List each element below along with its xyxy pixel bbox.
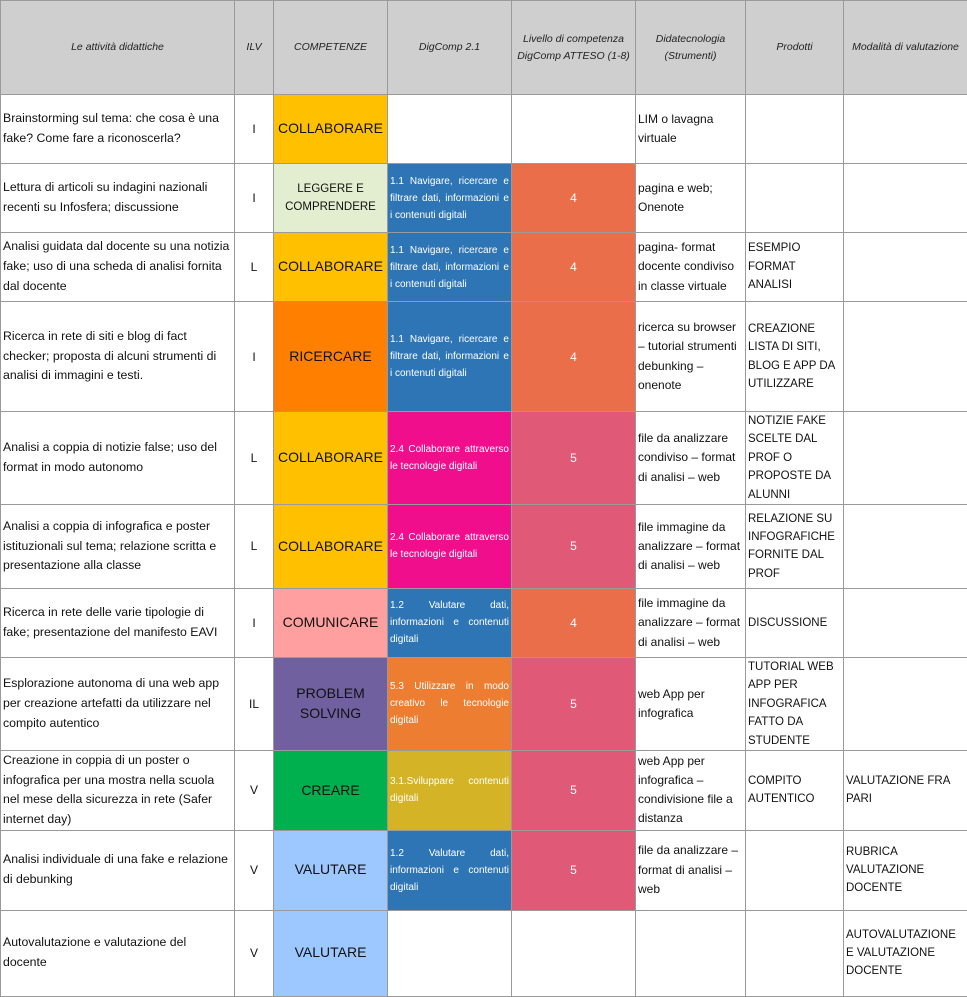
level-cell: 4 [512,302,636,412]
ilv-cell: L [235,233,274,302]
level-cell: 4 [512,588,636,657]
ilv-cell: V [235,830,274,910]
tools-cell: file da analizzare – format di analisi – web [636,830,746,910]
tools-cell: file immagine da analizzare – format di analisi – web [636,504,746,588]
digcomp-cell: 1.1 Navigare, ricercare e filtrare dati, informazioni e i contenuti digitali [388,233,512,302]
competence-cell: CREARE [274,750,388,830]
table-row [1,657,967,750]
evaluation-cell: VALUTAZIONE FRA PARI [844,750,967,830]
activity-cell: Esplorazione autonoma di una web app per creazione artefatti da utilizzare nel compito autentico [1,657,235,750]
table-row [1,588,967,657]
evaluation-cell [844,657,967,750]
table-row [1,504,967,588]
activity-cell: Autovalutazione e valutazione del docente [1,910,235,996]
table-row [1,302,967,412]
evaluation-cell [844,412,967,505]
tools-cell: pagina e web; Onenote [636,164,746,233]
products-cell: DISCUSSIONE [746,588,844,657]
digcomp-cell [388,95,512,164]
evaluation-cell [844,95,967,164]
evaluation-cell [844,302,967,412]
tools-cell: pagina- format docente condiviso in classe virtuale [636,233,746,302]
header-ilv: ILV [235,1,274,95]
products-cell [746,910,844,996]
competence-cell: LEGGERE E COMPRENDERE [274,164,388,233]
table-row [1,830,967,910]
products-cell [746,830,844,910]
ilv-cell: L [235,412,274,505]
digcomp-cell: 1.1 Navigare, ricercare e filtrare dati, informazioni e i contenuti digitali [388,164,512,233]
level-cell: 5 [512,412,636,505]
competence-cell: VALUTARE [274,830,388,910]
table-row [1,164,967,233]
tools-cell: web App per infografica – condivisione file a distanza [636,750,746,830]
table-row [1,412,967,505]
digcomp-cell: 2.4 Collaborare attraverso le tecnologie digitali [388,504,512,588]
table-row [1,233,967,302]
competence-cell: COLLABORARE [274,95,388,164]
header-activities: Le attività didattiche [1,1,235,95]
evaluation-cell [844,504,967,588]
products-cell: ESEMPIO FORMAT ANALISI [746,233,844,302]
competence-cell: COMUNICARE [274,588,388,657]
header-competences: COMPETENZE [274,1,388,95]
digcomp-cell: 5.3 Utilizzare in modo creativo le tecnologie digitali [388,657,512,750]
level-cell [512,910,636,996]
products-cell: CREAZIONE LISTA DI SITI, BLOG E APP DA UTILIZZARE [746,302,844,412]
evaluation-cell: AUTOVALUTAZIONE E VALUTAZIONE DOCENTE [844,910,967,996]
activity-cell: Ricerca in rete di siti e blog di fact checker; proposta di alcuni strumenti di analisi di immagini e testi. [1,302,235,412]
table-row [1,750,967,830]
ilv-cell: V [235,910,274,996]
activity-cell: Lettura di articoli su indagini nazionali recenti su Infosfera; discussione [1,164,235,233]
products-cell [746,164,844,233]
activity-cell: Analisi guidata dal docente su una notizia fake; uso di una scheda di analisi fornita dal docente [1,233,235,302]
level-cell: 4 [512,233,636,302]
digcomp-cell: 1.2 Valutare dati, informazioni e contenuti digitali [388,588,512,657]
tools-cell: web App per infografica [636,657,746,750]
competence-cell: COLLABORARE [274,233,388,302]
activity-cell: Analisi a coppia di infografica e poster istituzionali sul tema; relazione scritta e presentazione alla classe [1,504,235,588]
competence-cell: PROBLEM SOLVING [274,657,388,750]
products-cell: COMPITO AUTENTICO [746,750,844,830]
digcomp-cell: 2.4 Collaborare attraverso le tecnologie digitali [388,412,512,505]
digcomp-cell: 1.2 Valutare dati, informazioni e contenuti digitali [388,830,512,910]
header-tools: Didatecnologia (Strumenti) [636,1,746,95]
evaluation-cell [844,588,967,657]
products-cell: RELAZIONE SU INFOGRAFICHE FORNITE DAL PROF [746,504,844,588]
tools-cell: file da analizzare condiviso – format di analisi – web [636,412,746,505]
evaluation-cell [844,233,967,302]
competence-cell: RICERCARE [274,302,388,412]
ilv-cell: I [235,588,274,657]
table-row [1,910,967,996]
header-level: Livello di competenza DigComp ATTESO (1-8) [512,1,636,95]
level-cell: 5 [512,504,636,588]
ilv-cell: V [235,750,274,830]
ilv-cell: I [235,302,274,412]
tools-cell [636,910,746,996]
products-cell: NOTIZIE FAKE SCELTE DAL PROF O PROPOSTE DA ALUNNI [746,412,844,505]
level-cell: 5 [512,657,636,750]
tools-cell: ricerca su browser – tutorial strumenti debunking – onenote [636,302,746,412]
ilv-cell: I [235,164,274,233]
ilv-cell: L [235,504,274,588]
products-cell [746,95,844,164]
level-cell: 4 [512,164,636,233]
evaluation-cell [844,164,967,233]
digcomp-cell: 1.1 Navigare, ricercare e filtrare dati, informazioni e i contenuti digitali [388,302,512,412]
activity-cell: Analisi a coppia di notizie false; uso del format in modo autonomo [1,412,235,505]
activity-cell: Analisi individuale di una fake e relazione di debunking [1,830,235,910]
tools-cell: file immagine da analizzare – format di analisi – web [636,588,746,657]
activity-cell: Ricerca in rete delle varie tipologie di fake; presentazione del manifesto EAVI [1,588,235,657]
activity-cell: Creazione in coppia di un poster o infografica per una mostra nella scuola nel mese della sicurezza in rete (Safer internet day) [1,750,235,830]
competence-cell: VALUTARE [274,910,388,996]
table-row [1,95,967,164]
header-digcomp: DigComp 2.1 [388,1,512,95]
level-cell [512,95,636,164]
header-row [1,1,967,95]
digcomp-cell: 3.1.Sviluppare contenuti digitali [388,750,512,830]
evaluation-cell: RUBRICA VALUTAZIONE DOCENTE [844,830,967,910]
ilv-cell: I [235,95,274,164]
header-products: Prodotti [746,1,844,95]
header-evaluation: Modalità di valutazione [844,1,967,95]
level-cell: 5 [512,830,636,910]
competence-cell: COLLABORARE [274,412,388,505]
competence-cell: COLLABORARE [274,504,388,588]
products-cell: TUTORIAL WEB APP PER INFOGRAFICA FATTO DA STUDENTE [746,657,844,750]
activity-cell: Brainstorming sul tema: che cosa è una fake? Come fare a riconoscerla? [1,95,235,164]
digcomp-cell [388,910,512,996]
ilv-cell: IL [235,657,274,750]
level-cell: 5 [512,750,636,830]
tools-cell: LIM o lavagna virtuale [636,95,746,164]
